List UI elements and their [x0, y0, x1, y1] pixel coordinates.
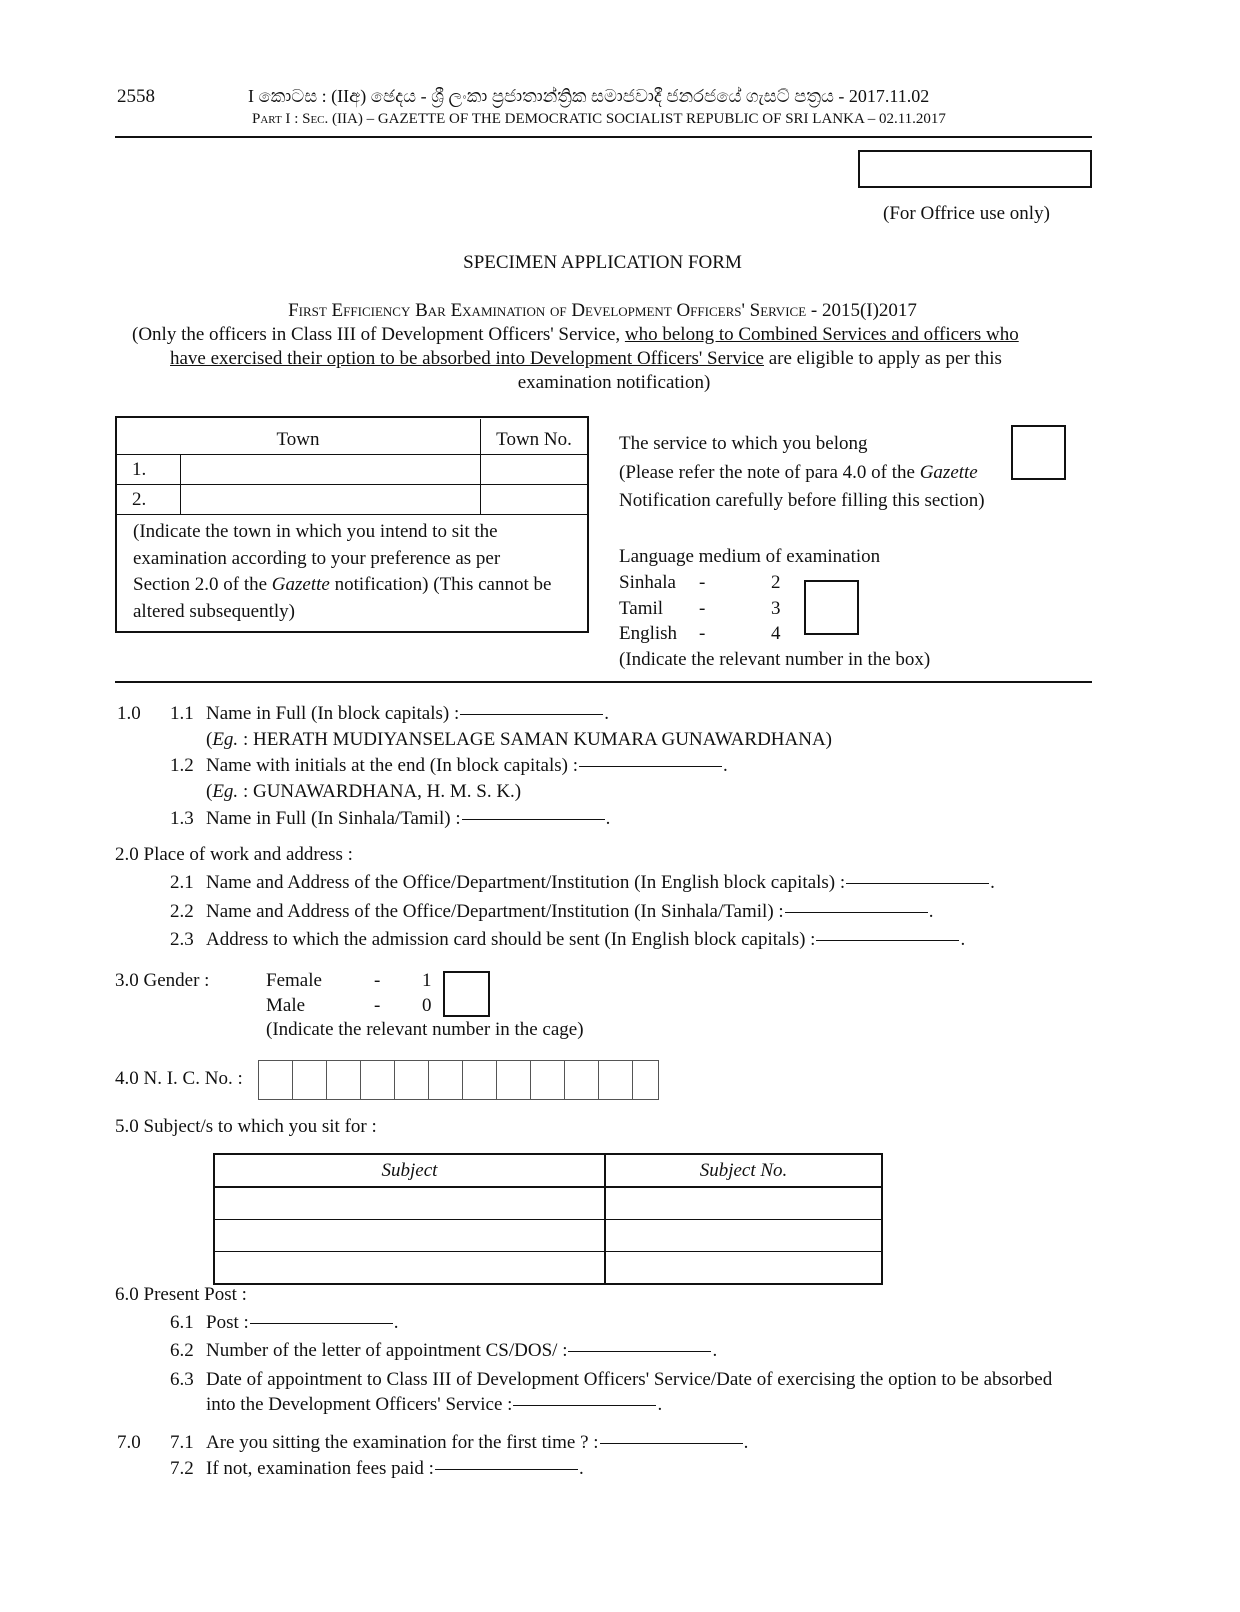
town-table	[116, 419, 587, 515]
nic-digit-box[interactable]	[429, 1061, 463, 1099]
service-text: (Please refer the note of para 4.0 of the	[619, 461, 920, 483]
subject-header: Subject	[214, 1154, 605, 1187]
gender-box[interactable]	[443, 971, 490, 1017]
town-header: Town	[116, 419, 481, 455]
item-number: 1.1	[170, 703, 194, 724]
gender-label: Female	[266, 970, 322, 991]
example-text: : HERATH MUDIYANSELAGE SAMAN KUMARA GUNAWARDHANA)	[238, 729, 833, 750]
s1-example-2: (Eg. : GUNAWARDHANA, H. M. S. K.)	[206, 781, 522, 802]
town-row-number: 2.	[116, 485, 181, 515]
subject-table	[213, 1153, 883, 1285]
s2-item-2-3: 2.3 Address to which the admission card should be sent (In English block capitals) : .	[170, 929, 966, 950]
appointment-date-field[interactable]	[513, 1405, 656, 1406]
subject-field[interactable]	[214, 1220, 605, 1252]
town-note	[133, 519, 551, 625]
appointment-letter-field[interactable]	[568, 1351, 711, 1352]
subject-no-field[interactable]	[605, 1252, 882, 1285]
nic-digit-box[interactable]	[395, 1061, 429, 1099]
s1-item-1-3: 1.3 Name in Full (In Sinhala/Tamil) : .	[170, 808, 611, 829]
town-note-text: Section 2.0 of the	[133, 574, 272, 595]
town-row-number: 1.	[116, 455, 181, 485]
eligibility-line-1	[132, 324, 1019, 346]
town-no-field-1[interactable]	[481, 455, 587, 485]
office-address-sinhala-field[interactable]	[785, 912, 928, 913]
example-prefix: Eg.	[212, 781, 239, 802]
s5-title: 5.0 Subject/s to which you sit for :	[115, 1116, 377, 1137]
language-option-english	[619, 623, 781, 645]
header-english-title: Part I : Sec. (IIA) – GAZETTE OF THE DEMOCRATIC SOCIALIST REPUBLIC OF SRI LANKA – 02.11.2017	[252, 111, 946, 127]
s6-item-6-3-cont: into the Development Officers' Service : .	[206, 1394, 663, 1415]
nic-digit-box[interactable]	[531, 1061, 565, 1099]
service-gazette: Gazette	[919, 461, 978, 483]
eligibility-text: are eligible to apply as per this	[763, 348, 1002, 369]
service-line: Notification carefully before filling this section)	[619, 490, 985, 511]
header-part: Part I	[252, 111, 291, 127]
office-address-english-field[interactable]	[846, 883, 989, 884]
item-number: 6.3	[170, 1369, 194, 1390]
s1-number: 1.0	[117, 703, 141, 724]
header-sinhala-title: I කොටස : (IIඅ) ඡෙදය - ශ්‍රී ලංකා ප්‍රජාතාන්ත්‍රික සමාජවාදී ජනරජයේ ගැසට් පත්‍රය - 2017.11.02	[248, 86, 930, 106]
subject-no-field[interactable]	[605, 1187, 882, 1220]
subject-field[interactable]	[214, 1252, 605, 1285]
eligibility-underlined: have exercised their option to be absorbed into Development Officers' Service	[170, 348, 764, 369]
form-title: SPECIMEN APPLICATION FORM	[463, 252, 742, 273]
exam-title: First Efficiency Bar Examination of Development Officers' Service - 2015(I)2017	[288, 300, 917, 321]
town-note-text: notification) (This cannot be	[329, 574, 552, 595]
item-number: 2.1	[170, 872, 194, 893]
item-label: Number of the letter of appointment CS/DOS/ :	[206, 1340, 568, 1361]
subject-no-field[interactable]	[605, 1220, 882, 1252]
language-name: Tamil	[619, 598, 664, 619]
nic-digit-box[interactable]	[626, 1061, 657, 1099]
page-number: 2558	[117, 86, 155, 107]
item-number: 2.2	[170, 901, 194, 922]
s2-title: 2.0 Place of work and address :	[115, 844, 353, 865]
language-dash: -	[699, 598, 706, 619]
s7-number: 7.0	[117, 1432, 141, 1453]
s6-item-6-2: 6.2 Number of the letter of appointment CS/DOS/ : .	[170, 1340, 718, 1361]
item-label: If not, examination fees paid :	[206, 1458, 434, 1479]
item-label: Name and Address of the Office/Department/Institution (In Sinhala/Tamil) :	[206, 901, 784, 922]
item-label: Address to which the admission card should be sent (In English block capitals) :	[206, 929, 816, 950]
item-number: 2.3	[170, 929, 194, 950]
section-rule	[115, 681, 1092, 683]
gender-label: Male	[266, 995, 306, 1016]
item-label: Are you sitting the examination for the first time ? :	[206, 1432, 599, 1453]
s7-item-7-1: 7.1 Are you sitting the examination for the first time ? : .	[170, 1432, 749, 1453]
example-text: : GUNAWARDHANA, H. M. S. K.)	[238, 781, 522, 802]
town-note-line: (Indicate the town in which you intend to sit the	[133, 521, 498, 542]
language-title: Language medium of examination	[619, 546, 881, 567]
town-no-header: Town No.	[481, 419, 587, 455]
s1-item-1-2: 1.2 Name with initials at the end (In block capitals) : .	[170, 755, 728, 776]
eligibility-text: (Only the officers in Class III of Development Officers' Service,	[132, 324, 625, 345]
nic-digit-box[interactable]	[497, 1061, 531, 1099]
gender-female	[266, 970, 432, 992]
office-use-box[interactable]	[858, 150, 1092, 188]
nic-digit-box[interactable]	[361, 1061, 395, 1099]
gender-num: 1	[422, 970, 432, 991]
nic-boxes	[258, 1060, 659, 1100]
s2-item-2-1: 2.1 Name and Address of the Office/Department/Institution (In English block capitals) : .	[170, 872, 995, 893]
fees-paid-field[interactable]	[435, 1469, 578, 1470]
language-option-tamil	[619, 598, 781, 620]
s7-item-7-2: 7.2 If not, examination fees paid : .	[170, 1458, 584, 1479]
sinhala-tamil-name-field[interactable]	[462, 819, 605, 820]
language-dash: -	[699, 572, 706, 593]
town-note-gazette: Gazette	[271, 574, 330, 595]
town-field-2[interactable]	[181, 485, 481, 515]
town-note-line: altered subsequently)	[133, 600, 295, 622]
item-label: into the Development Officers' Service :	[206, 1394, 513, 1415]
language-name: Sinhala	[619, 572, 676, 593]
eligibility-underlined: who belong to Combined Services and officers who	[624, 324, 1019, 345]
header-sec: Sec.	[302, 111, 329, 127]
service-section	[619, 430, 985, 516]
item-label: Date of appointment to Class III of Development Officers' Service/Date of exercising the option to be absorbed	[206, 1369, 1053, 1390]
item-number: 7.2	[170, 1458, 194, 1479]
admission-card-address-field[interactable]	[816, 940, 959, 941]
post-field[interactable]	[250, 1323, 393, 1324]
item-label: Name with initials at the end (In block capitals) :	[206, 755, 578, 776]
office-use-label: (For Offrice use only)	[883, 203, 1050, 224]
item-label: Name in Full (In Sinhala/Tamil) :	[206, 808, 461, 829]
nic-digit-box[interactable]	[259, 1061, 293, 1099]
item-label: Name and Address of the Office/Department/Institution (In English block capitals) :	[206, 872, 846, 893]
item-label: Post :	[206, 1312, 249, 1333]
town-note-line: examination according to your preference as per	[133, 547, 501, 569]
nic-digit-box[interactable]	[463, 1061, 497, 1099]
s3-title: 3.0 Gender :	[115, 970, 210, 991]
language-box[interactable]	[804, 580, 859, 635]
item-number: 6.2	[170, 1340, 194, 1361]
item-label: Name in Full (In block capitals) :	[206, 703, 460, 724]
language-dash: -	[699, 623, 706, 644]
language-num: 4	[771, 623, 781, 644]
language-name: English	[619, 623, 678, 644]
full-name-field[interactable]	[460, 714, 603, 715]
s1-item-1-1: 1.1 Name in Full (In block capitals) : .	[170, 703, 610, 724]
town-note-line	[133, 572, 551, 599]
s4-title: 4.0 N. I. C. No. :	[115, 1068, 243, 1089]
gender-dash: -	[374, 970, 381, 991]
item-number: 7.1	[170, 1432, 194, 1453]
eligibility-line-3: examination notification)	[517, 372, 711, 393]
service-box[interactable]	[1011, 425, 1066, 480]
s6-item-6-1: 6.1 Post : .	[170, 1312, 399, 1333]
town-no-field-2[interactable]	[481, 485, 587, 515]
language-option-sinhala	[619, 572, 781, 594]
service-line: The service to which you belong	[619, 433, 868, 454]
nic-digit-box[interactable]	[327, 1061, 361, 1099]
subject-field[interactable]	[214, 1187, 605, 1220]
language-note: (Indicate the relevant number in the box)	[619, 649, 931, 670]
s6-item-6-3	[170, 1369, 1052, 1391]
eligibility-line-2	[170, 348, 1002, 370]
language-num: 3	[771, 598, 781, 619]
town-field-1[interactable]	[181, 455, 481, 485]
item-number: 6.1	[170, 1312, 194, 1333]
gender-dash: -	[374, 995, 381, 1016]
gender-num: 0	[422, 995, 432, 1016]
header-rest: (IIA) – GAZETTE OF THE DEMOCRATIC SOCIALIST REPUBLIC OF SRI LANKA – 02.11.2017	[332, 111, 946, 127]
s6-title: 6.0 Present Post :	[115, 1284, 247, 1305]
nic-digit-box[interactable]	[565, 1061, 599, 1099]
subject-no-header: Subject No.	[605, 1154, 882, 1187]
s1-example-1: (Eg. : HERATH MUDIYANSELAGE SAMAN KUMARA GUNAWARDHANA)	[206, 729, 833, 750]
gender-note: (Indicate the relevant number in the cage)	[266, 1019, 584, 1040]
language-num: 2	[771, 572, 781, 593]
first-time-field[interactable]	[600, 1443, 743, 1444]
s2-item-2-2: 2.2 Name and Address of the Office/Department/Institution (In Sinhala/Tamil) : .	[170, 901, 934, 922]
initials-name-field[interactable]	[579, 766, 722, 767]
item-number: 1.3	[170, 808, 194, 829]
gender-male	[266, 995, 432, 1017]
item-number: 1.2	[170, 755, 194, 776]
nic-digit-box[interactable]	[293, 1061, 327, 1099]
header-rule	[115, 136, 1092, 138]
example-prefix: Eg.	[212, 729, 239, 750]
service-line	[619, 459, 985, 488]
